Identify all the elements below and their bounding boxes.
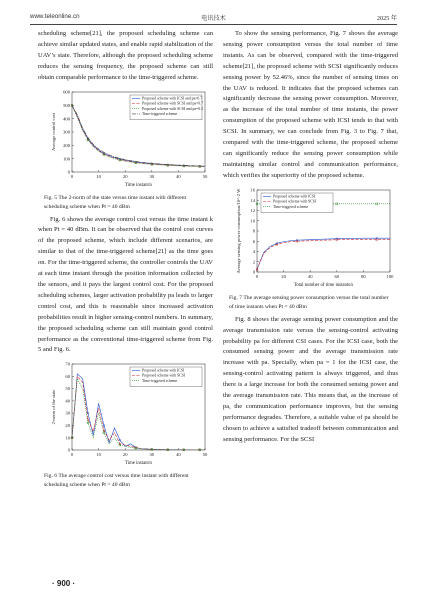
x-tick-label: 40 <box>176 452 181 458</box>
figure-5 <box>38 86 213 212</box>
y-tick-label: 0 <box>252 269 255 275</box>
journal-name: 电讯技术 <box>201 15 226 22</box>
x-tick-label: 10 <box>96 173 101 179</box>
y-tick-label: 0 <box>67 169 70 175</box>
y-tick-label: 30 <box>65 411 70 417</box>
right-column <box>223 29 398 446</box>
legend-entry: Proposed scheme with SCSI <box>273 199 317 204</box>
y-tick-label: 100 <box>63 155 70 161</box>
x-tick-label: 30 <box>149 173 155 179</box>
legend-entry: Time-triggered scheme <box>142 379 178 384</box>
y-tick-label: 16 <box>250 187 255 193</box>
y-tick-label: 50 <box>65 386 70 392</box>
x-tick-label: 0 <box>70 173 74 179</box>
figure-5-chart <box>38 86 213 192</box>
y-tick-label: 20 <box>65 423 70 429</box>
right-paragraph-1: To show the sensing performance, Fig. 7 shows the average sensing power consumption versus the total number of time instants. As can be observed, compared with the time-triggered scheme[21], the proposed scheme with SCSI significantly reduces sensing power by 52.46%, since the number of sensing times on the UAV is reduced. It indicates that the proposed schemes can significantly decrease the sensing power consumption. Moreover, as the increase of the total number of time instants, the power consumption of the proposed scheme with ICSI tends to that with SCSI. In summary, we can conclude from Fig. 3 to Fig. 7 that, compared with the time-triggered scheme, the proposed scheme can significantly reduce the sensing power consumption while maintaining similar control and communication performance, which verifies the superiority of the proposed scheme. <box>223 30 398 179</box>
y-tick-label: 600 <box>63 89 70 95</box>
y-tick-label: 40 <box>65 398 70 404</box>
page-number: · 900 · <box>52 579 76 588</box>
y-tick-label: 10 <box>250 218 255 224</box>
figure-7 <box>223 184 398 312</box>
y-tick-label: 500 <box>63 102 70 108</box>
x-tick-label: 0 <box>70 452 74 458</box>
x-tick-label: 20 <box>122 452 128 458</box>
y-tick-label: 8 <box>252 228 255 234</box>
x-tick-label: 50 <box>202 173 208 179</box>
x-axis-label: Time instant/s <box>124 461 153 467</box>
y-tick-label: 12 <box>250 207 255 213</box>
x-tick-label: 0 <box>255 273 259 279</box>
y-tick-label: 400 <box>63 115 70 121</box>
left-column <box>38 29 213 493</box>
site-url[interactable]: www.teleonline.cn <box>30 13 80 20</box>
x-tick-label: 80 <box>361 273 366 279</box>
x-tick-label: 30 <box>149 452 155 458</box>
y-tick-label: 6 <box>252 238 255 244</box>
y-tick-label: 0 <box>67 447 70 453</box>
x-tick-label: 20 <box>281 273 286 279</box>
figure-7-caption: Fig. 7 The average sensing power consumption versus the total number of time instants when Pt = 40 dBm <box>229 294 389 310</box>
x-tick-label: 20 <box>122 173 128 179</box>
header-divider <box>30 24 397 25</box>
figure-7-chart <box>223 184 398 292</box>
y-tick-label: 10 <box>65 435 70 441</box>
legend-entry: Proposed scheme with ICSI and pa=0.7 <box>142 96 203 101</box>
legend-entry: Proposed scheme with ICSI <box>273 194 316 199</box>
y-tick-label: 200 <box>63 142 70 148</box>
y-axis-label: 2-norm of the state <box>51 389 56 425</box>
legend-entry: Proposed scheme with ICSI <box>142 368 185 373</box>
issue-year: 2025 年 <box>376 15 397 22</box>
x-tick-label: 100 <box>386 273 394 279</box>
left-paragraph-1: scheduling scheme[21], the proposed scheduling scheme can achieve similar updated states, and enable rapid stabilization of the UAV’s state. Therefore, although the proposed scheduling scheme reduces the sensing frequency, the proposed scheme can still obtain comparable performance to the time-triggered scheme. <box>38 30 213 81</box>
x-tick-label: 40 <box>176 173 181 179</box>
figure-5-caption: Fig. 5 The 2-norm of the state versus time instant with different scheduling scheme when Pt = 40 dBm <box>44 194 187 210</box>
figure-6 <box>38 358 213 490</box>
x-axis-label: Total number of time instants/s <box>293 282 354 288</box>
y-axis-label: Average control cost <box>51 112 56 151</box>
x-tick-label: 60 <box>334 273 340 279</box>
y-tick-label: 60 <box>65 374 70 380</box>
y-tick-label: 300 <box>63 129 70 135</box>
y-tick-label: 4 <box>252 248 255 254</box>
y-axis-label: Average sensing power consumption/10^-2 W <box>236 188 241 274</box>
figure-6-caption: Fig. 6 The average control cost versus time instant with different scheduling scheme when Pt = 40 dBm <box>44 473 189 489</box>
y-tick-label: 70 <box>65 361 70 367</box>
x-axis-label: Time instant/s <box>124 182 153 188</box>
y-tick-label: 14 <box>250 197 255 203</box>
running-header <box>30 13 397 23</box>
left-paragraph-2: Fig. 6 shows the average control cost versus the time instant k when Pt = 40 dBm. It can be observed that the control cost curves of the proposed scheme, which include different scenarios, are similar to that of the time-triggered scheme[21] as the time goes on. For the time-triggered scheme, the controller controls the UAV at each time instant through the position information collected by the sensors, and it pays the largest control cost. For the proposed scheduling schemes, larger activation probability pa leads to larger control cost, and this is reasonable since increased activation probabilities result in higher sensing-control numbers. In summary, the proposed scheduling scheme can still maintain good control performance as the conventional time-triggered scheme from Fig. 5 and Fig. 6. <box>38 215 213 354</box>
legend-entry: Proposed scheme with SCSI and pa=0.7 <box>142 101 203 106</box>
legend-entry: Time-triggered scheme <box>142 111 178 116</box>
x-tick-label: 10 <box>96 452 101 458</box>
y-tick-label: 2 <box>252 259 255 265</box>
x-tick-label: 40 <box>307 273 313 279</box>
x-tick-label: 50 <box>202 452 208 458</box>
right-paragraph-2: Fig. 8 shows the average sensing power consumption and the average transmission rate versus the sensing-control activating probability pa for different CSI cases. For the ICSI case, both the consumed sensing power and the average transmission rate increase with pa. Specially, when pa = 1 for the ICSI case, the sensing-control activating pattern is always triggered, and thus there is a large increase for both the consumed sensing power and the average transmission rate. This means that, as the increase of pa, the communication performance improves, but the sensing performance degrades. Therefore, a suitable value of pa should be chosen to achieve a satisfied tradeoff between communication and sensing performance. For the SCSI <box>223 315 398 443</box>
legend-entry: Time-triggered scheme <box>273 204 309 209</box>
figure-6-chart <box>38 358 213 470</box>
legend-entry: Proposed scheme with SCSI <box>142 374 186 379</box>
legend-entry: Proposed scheme with SCSI and pa=0.5 <box>142 106 203 111</box>
